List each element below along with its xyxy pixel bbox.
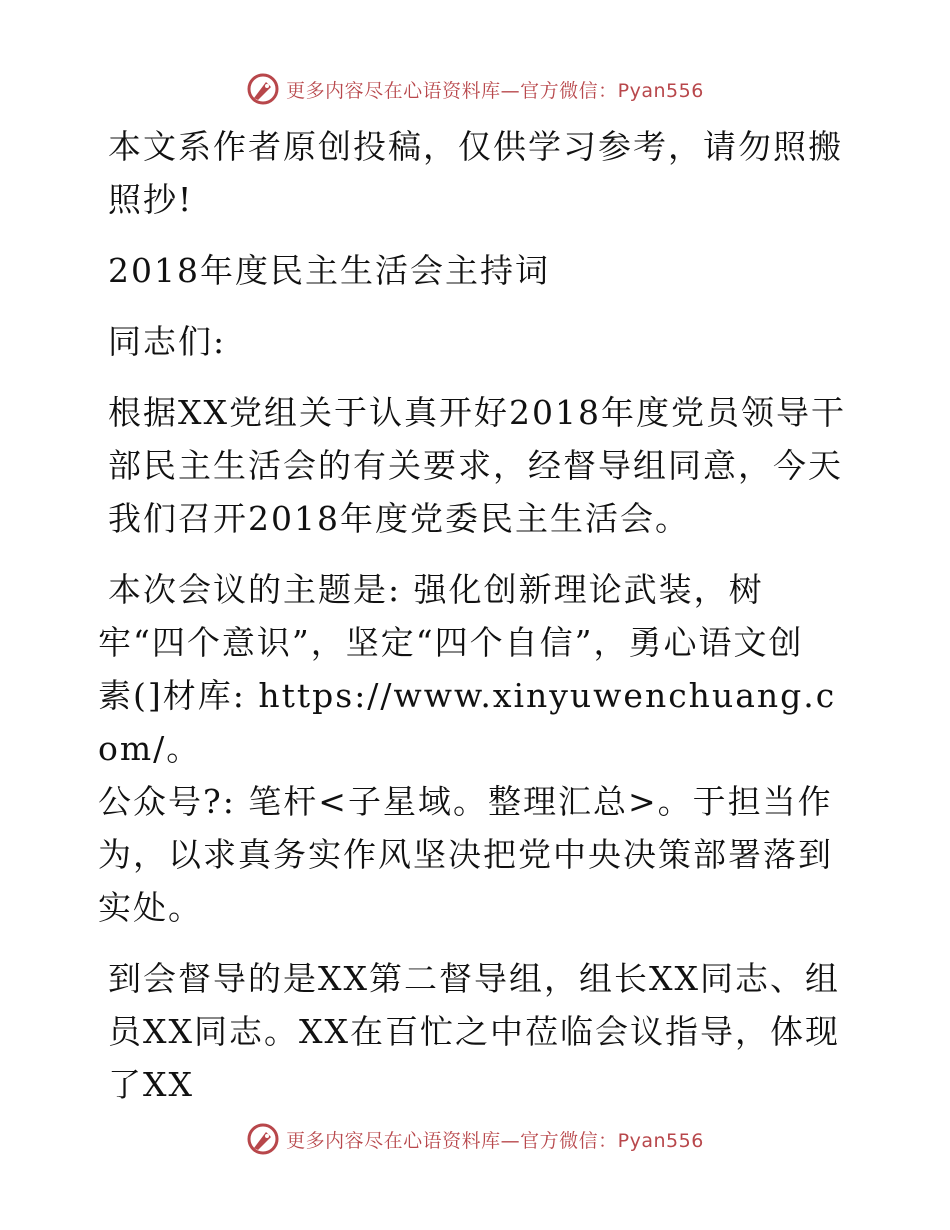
paragraph-supervision: 到会督导的是XX第二督导组，组长XX同志、组员XX同志。XX在百忙之中莅临会议指导，体现了XX (108, 959, 840, 1104)
theme-line-3: 素(]材库: https://www.xinyuwenchuang.com/。 (98, 676, 837, 768)
pen-nib-circle-icon (246, 72, 280, 106)
pen-nib-circle-icon (246, 1122, 280, 1156)
theme-line-4: 公众号?: 笔杆<子星域。整理汇总>。于担当作 (98, 782, 833, 821)
footer-banner-text: 更多内容尽在心语资料库—官方微信：Pyan556 (286, 1129, 704, 1152)
document-title: 2018年度民主生活会主持词 (108, 251, 550, 290)
disclaimer-paragraph: 本文系作者原创投稿，仅供学习参考，请勿照搬照抄! (108, 127, 843, 219)
theme-line-5: 为，以求真务实作风坚决把党中央决策部署落到实处。 (98, 835, 833, 927)
footer-banner (0, 1122, 950, 1156)
document-body (98, 120, 858, 1129)
header-banner-text: 更多内容尽在心语资料库—官方微信：Pyan556 (286, 79, 704, 102)
paragraph-meeting-theme (98, 563, 858, 934)
paragraph-meeting-basis: 根据XX党组关于认真开好2018年度党员领导干部民主生活会的有关要求，经督导组同意，今天我们召开2018年度党委民主生活会。 (108, 393, 846, 538)
header-banner (0, 72, 950, 106)
theme-line-1: 本次会议的主题是: 强化创新理论武装，树 (108, 570, 764, 609)
salutation: 同志们: (108, 322, 227, 361)
theme-line-2: 牢“四个意识”，坚定“四个自信”，勇心语文创 (98, 623, 804, 662)
